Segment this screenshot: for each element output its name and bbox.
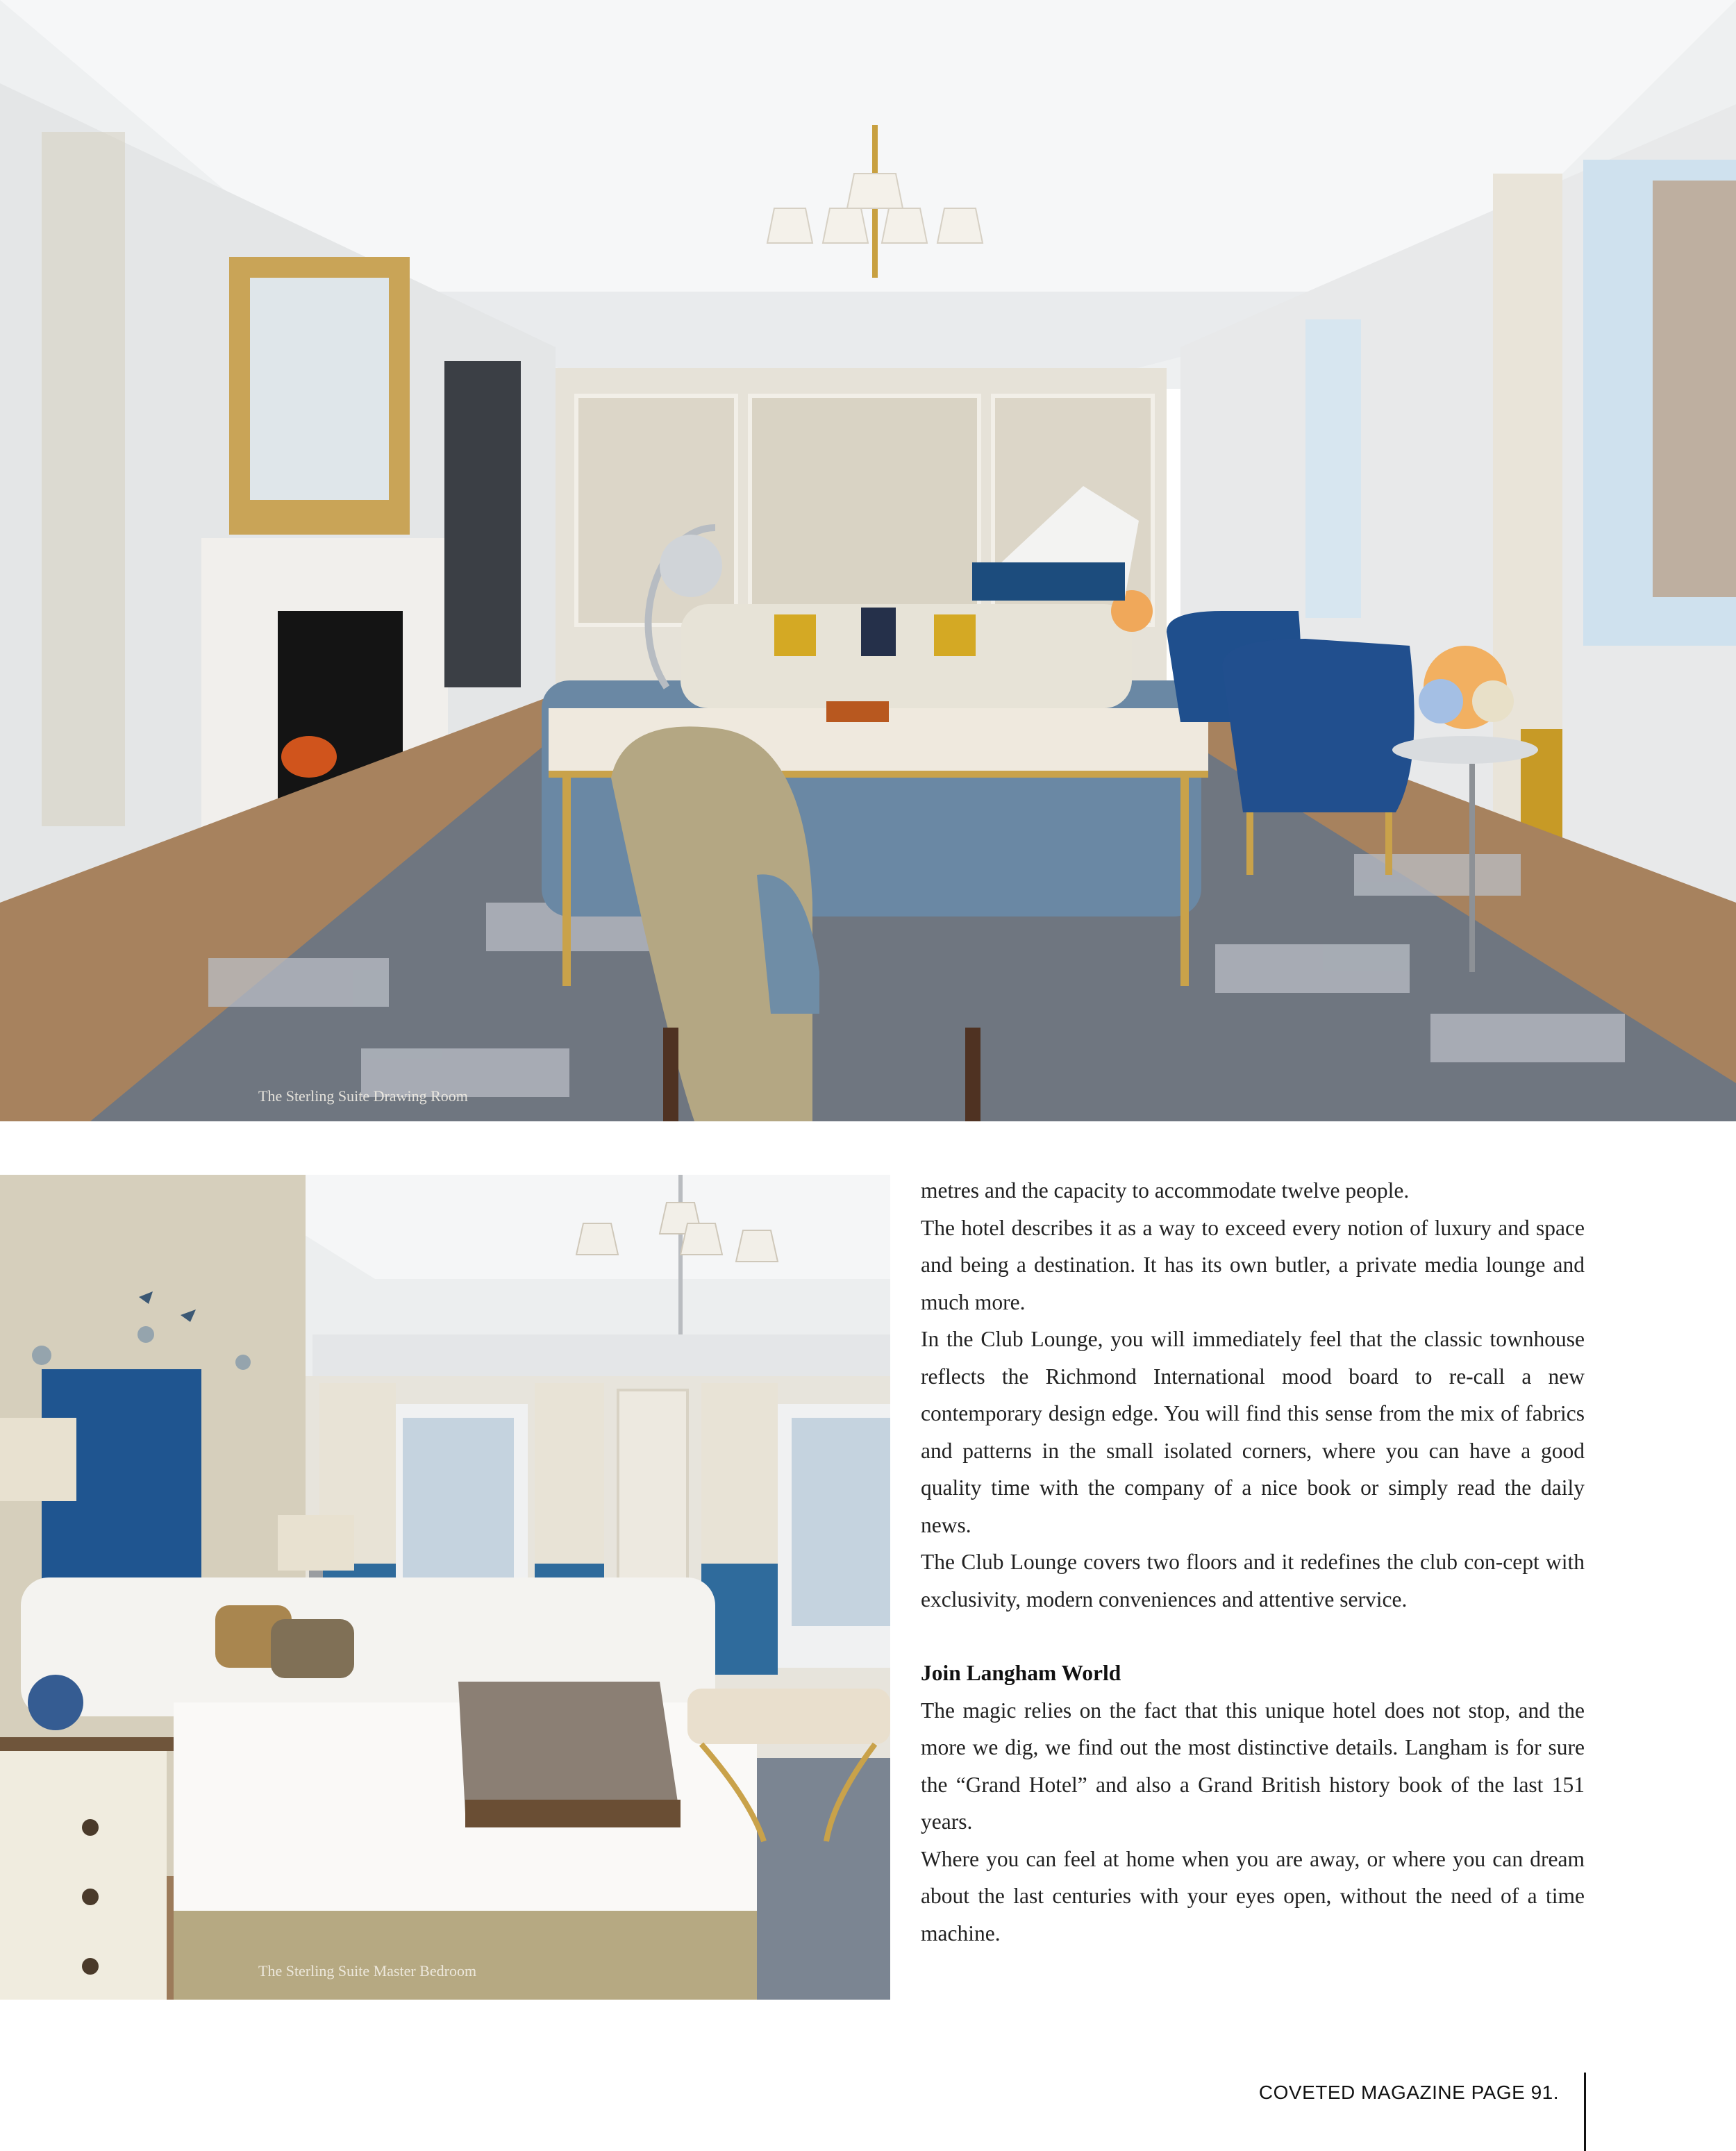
- paragraph: Where you can feel at home when you are away, or where you can dream about the last centuries with your eyes open, without the need of a time machine.: [921, 1846, 1585, 1945]
- drawing-room-caption: The Sterling Suite Drawing Room: [258, 1087, 468, 1105]
- paragraph: In the Club Lounge, you will immediately feel that the classic townhouse reflects the Richmond International mood board to re-call a new contemporary design edge. You will find this sense from the mix of fabrics and patterns in the small isolated corners, where you can have a good quality time with the company of a nice book or simply read the daily news.: [921, 1327, 1585, 1537]
- paragraph: The magic relies on the fact that this unique hotel does not stop, and the more we dig, we find out the most distinctive details. Langham is for sure the “Grand Hotel” and also a Grand British history book of the last 151 years.: [921, 1698, 1585, 1834]
- master-bedroom-photo: [0, 1175, 890, 2000]
- paragraph: The hotel describes it as a way to exceed every notion of luxury and space and being a destination. It has its own butler, a private media lounge and much more.: [921, 1215, 1585, 1314]
- article-body: [921, 1172, 1585, 1952]
- page-footer: COVETED MAGAZINE PAGE 91.: [1258, 2082, 1559, 2103]
- paragraph: The Club Lounge covers two floors and it redefines the club con-cept with exclusivity, modern conveniences and attentive service.: [921, 1550, 1585, 1612]
- master-bedroom-caption: The Sterling Suite Master Bedroom: [258, 1962, 477, 1980]
- paragraph: metres and the capacity to accommodate twelve people.: [921, 1178, 1410, 1203]
- footer-divider: [1584, 2073, 1586, 2151]
- subheading: Join Langham World: [921, 1661, 1121, 1685]
